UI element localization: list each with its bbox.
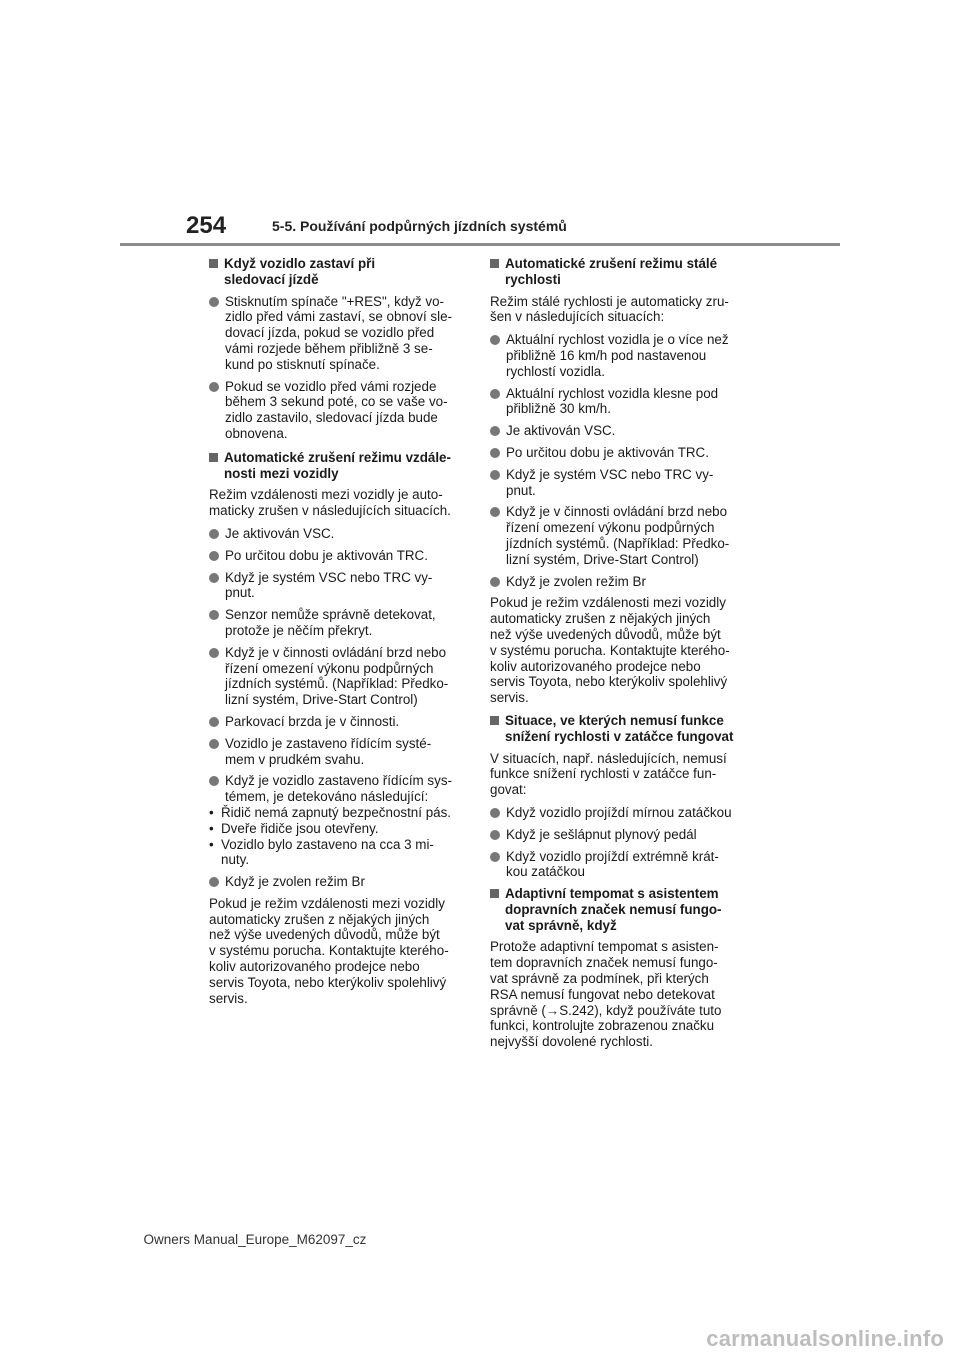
heading-text: Situace, ve kterých nemusí funkce snížení rychlosti v zatáčce fungovat (505, 712, 734, 744)
circle-bullet-icon (209, 382, 219, 392)
circle-bullet-icon (209, 610, 219, 620)
circle-bullet-icon (490, 808, 500, 818)
watermark: carmanualsonline.info (706, 1326, 944, 1351)
sub-list-text: Řidič nemá zapnutý bezpečnostní pás. (221, 804, 452, 820)
list-item (209, 294, 467, 373)
list-item-text: Když je sešlápnut plynový pedál (506, 826, 697, 842)
list-item (209, 570, 467, 602)
list-item (209, 874, 467, 890)
sub-list-item (209, 805, 467, 821)
heading-text: Automatické zrušení režimu vzdále- nosti mezi vozidly (224, 449, 451, 481)
list-item (209, 736, 467, 768)
list-item (209, 548, 467, 564)
list-item-body (225, 773, 467, 805)
list-item (490, 504, 748, 567)
list-item (490, 805, 748, 821)
list-item (490, 423, 748, 439)
list-item-text: Je aktivován VSC. (506, 423, 616, 439)
circle-bullet-icon (209, 776, 219, 786)
square-bullet-icon (209, 259, 218, 268)
list-item-text: Když je zvolen režim Br (506, 573, 646, 589)
circle-bullet-icon (490, 507, 500, 517)
list-item (490, 849, 748, 881)
list-item-text: Stisknutím spínače "+RES", když vo- zidlo před vámi zastaví, se obnoví sle- dovací jízda, pokud se vozidlo před vámi rozjede během přibližně 3 se- kund po stisknutí spínače. (225, 293, 453, 372)
square-bullet-icon (490, 889, 499, 898)
list-item-text: Když vozidlo projíždí mírnou zatáčkou (506, 804, 732, 820)
sub-list (209, 805, 467, 868)
list-item (490, 332, 748, 379)
list-item (209, 773, 467, 805)
list-item-text: Senzor nemůže správně detekovat, protože je něčím překryt. (225, 607, 436, 638)
circle-bullet-icon (490, 389, 500, 399)
heading-rsa-cruise (490, 886, 748, 933)
list-item-text: Po určitou dobu je aktivován TRC. (225, 547, 428, 563)
heading-text: Automatické zrušení režimu stálé rychlosti (505, 256, 718, 287)
list-item-text: Vozidlo je zastaveno řídícím systé- mem v prudkém svahu. (225, 735, 432, 767)
square-bullet-icon (490, 716, 499, 725)
footer-doc-id: Owners Manual_Europe_M62097_cz (143, 1232, 367, 1247)
list-item-text: Když vozidlo projíždí extrémně krát- kou zatáčkou (506, 848, 719, 880)
circle-bullet-icon (490, 577, 500, 587)
heading-text: Adaptivní tempomat s asistentem dopravních značek nemusí fungo- vat správně, když (505, 886, 722, 933)
section-title: 5-5. Používání podpůrných jízdních systémů (272, 218, 567, 234)
list-item-text: Když je systém VSC nebo TRC vy- pnut. (506, 466, 714, 498)
list-item-text: Když je zvolen režim Br (225, 874, 365, 890)
circle-bullet-icon (490, 426, 500, 436)
page-number: 254 (186, 212, 227, 239)
list-item-text: Aktuální rychlost vozidla je o více než přibližně 16 km/h pod nastavenou rychlostí vozidla. (506, 332, 729, 379)
paragraph: Režim stálé rychlosti je automaticky zru- šen v následujících situacích: (490, 293, 729, 325)
circle-bullet-icon (490, 448, 500, 458)
dot-marker-icon: • (209, 820, 214, 836)
heading-speed-cancel (490, 256, 748, 288)
list-item-text: Pokud se vozidlo před vámi rozjede během 3 sekund poté, co se vaše vo- zidlo zastavilo, sledovací jízda bude obnovena. (225, 378, 448, 441)
paragraph: V situacích, např. následujících, nemusí funkce snížení rychlosti v zatáčce fun- govat: (490, 750, 727, 798)
list-item-text: Když je systém VSC nebo TRC vy- pnut. (225, 569, 433, 601)
list-item-text: Je aktivován VSC. (225, 525, 335, 541)
list-item (209, 526, 467, 542)
sub-list-text: Vozidlo bylo zastaveno na cca 3 mi- nuty. (221, 836, 434, 868)
list-item (490, 386, 748, 418)
heading-text: Když vozidlo zastaví při sledovací jízdě (224, 256, 376, 287)
heading-curve-speed (490, 713, 748, 745)
list-item (209, 714, 467, 730)
list-item-text: Aktuální rychlost vozidla klesne pod přibližně 30 km/h. (506, 385, 719, 417)
paragraph: Pokud je režim vzdálenosti mezi vozidly automaticky zrušen z nějakých jiných než výše uvedených důvodů, může být v systému porucha. Kontaktujte kterého- koliv autorizovaného prodejce nebo servis Toyota, nebo kterýkoliv spolehlivý servis. (490, 595, 730, 706)
circle-bullet-icon (209, 739, 219, 749)
square-bullet-icon (209, 453, 218, 462)
list-item-text: Když je v činnosti ovládání brzd nebo řízení omezení výkonu podpůrných jízdních systémů. (Například: Předko- lizní systém, Drive-Start Control) (225, 644, 449, 708)
circle-bullet-icon (209, 717, 219, 727)
circle-bullet-icon (209, 551, 219, 561)
circle-bullet-icon (490, 470, 500, 480)
left-column (209, 256, 467, 1013)
list-item (490, 827, 748, 843)
sub-list-text: Dveře řidiče jsou otevřeny. (221, 820, 379, 836)
heading-distance-cancel (209, 450, 467, 482)
list-item-text: Parkovací brzda je v činnosti. (225, 713, 400, 729)
circle-bullet-icon (490, 852, 500, 862)
circle-bullet-icon (209, 877, 219, 887)
square-bullet-icon (490, 259, 499, 268)
paragraph: Protože adaptivní tempomat s asisten- tem dopravních značek nemusí fungo- vat správně za podmínek, při kterých RSA nemusí fungovat nebo detekovat správně (→S.242), když používáte tuto funkci, kontrolujte zobrazenou značku nejvyšší dovolené rychlosti. (490, 939, 722, 1050)
sub-list-item (209, 821, 467, 837)
header-divider (120, 243, 840, 246)
circle-bullet-icon (490, 830, 500, 840)
list-item (209, 607, 467, 639)
dot-marker-icon: • (209, 804, 214, 820)
circle-bullet-icon (490, 335, 500, 345)
dot-marker-icon: • (209, 836, 214, 852)
list-item-text: Po určitou dobu je aktivován TRC. (506, 444, 709, 460)
circle-bullet-icon (209, 529, 219, 539)
list-item (490, 445, 748, 461)
circle-bullet-icon (209, 648, 219, 658)
paragraph: Pokud je režim vzdálenosti mezi vozidly automaticky zrušen z nějakých jiných než výše uvedených důvodů, může být v systému porucha. Kontaktujte kterého- koliv autorizovaného prodejce nebo servis Toyota, nebo kterýkoliv spolehlivý servis. (209, 895, 449, 1006)
list-item-text: Když je vozidlo zastaveno řídícím sys- témem, je detekováno následující: (225, 773, 452, 805)
heading-stop-follow (209, 256, 467, 288)
circle-bullet-icon (209, 297, 219, 307)
list-item (490, 574, 748, 590)
right-column (490, 256, 748, 1057)
list-item-text: Když je v činnosti ovládání brzd nebo řízení omezení výkonu podpůrných jízdních systémů. (Například: Předko- lizní systém, Drive-Start Control) (506, 504, 730, 567)
list-item (209, 379, 467, 442)
list-item (209, 645, 467, 708)
circle-bullet-icon (209, 573, 219, 583)
paragraph: Režim vzdálenosti mezi vozidly je auto- maticky zrušen v následujících situacích. (209, 487, 451, 519)
sub-list-item (209, 837, 467, 869)
list-item (490, 467, 748, 499)
